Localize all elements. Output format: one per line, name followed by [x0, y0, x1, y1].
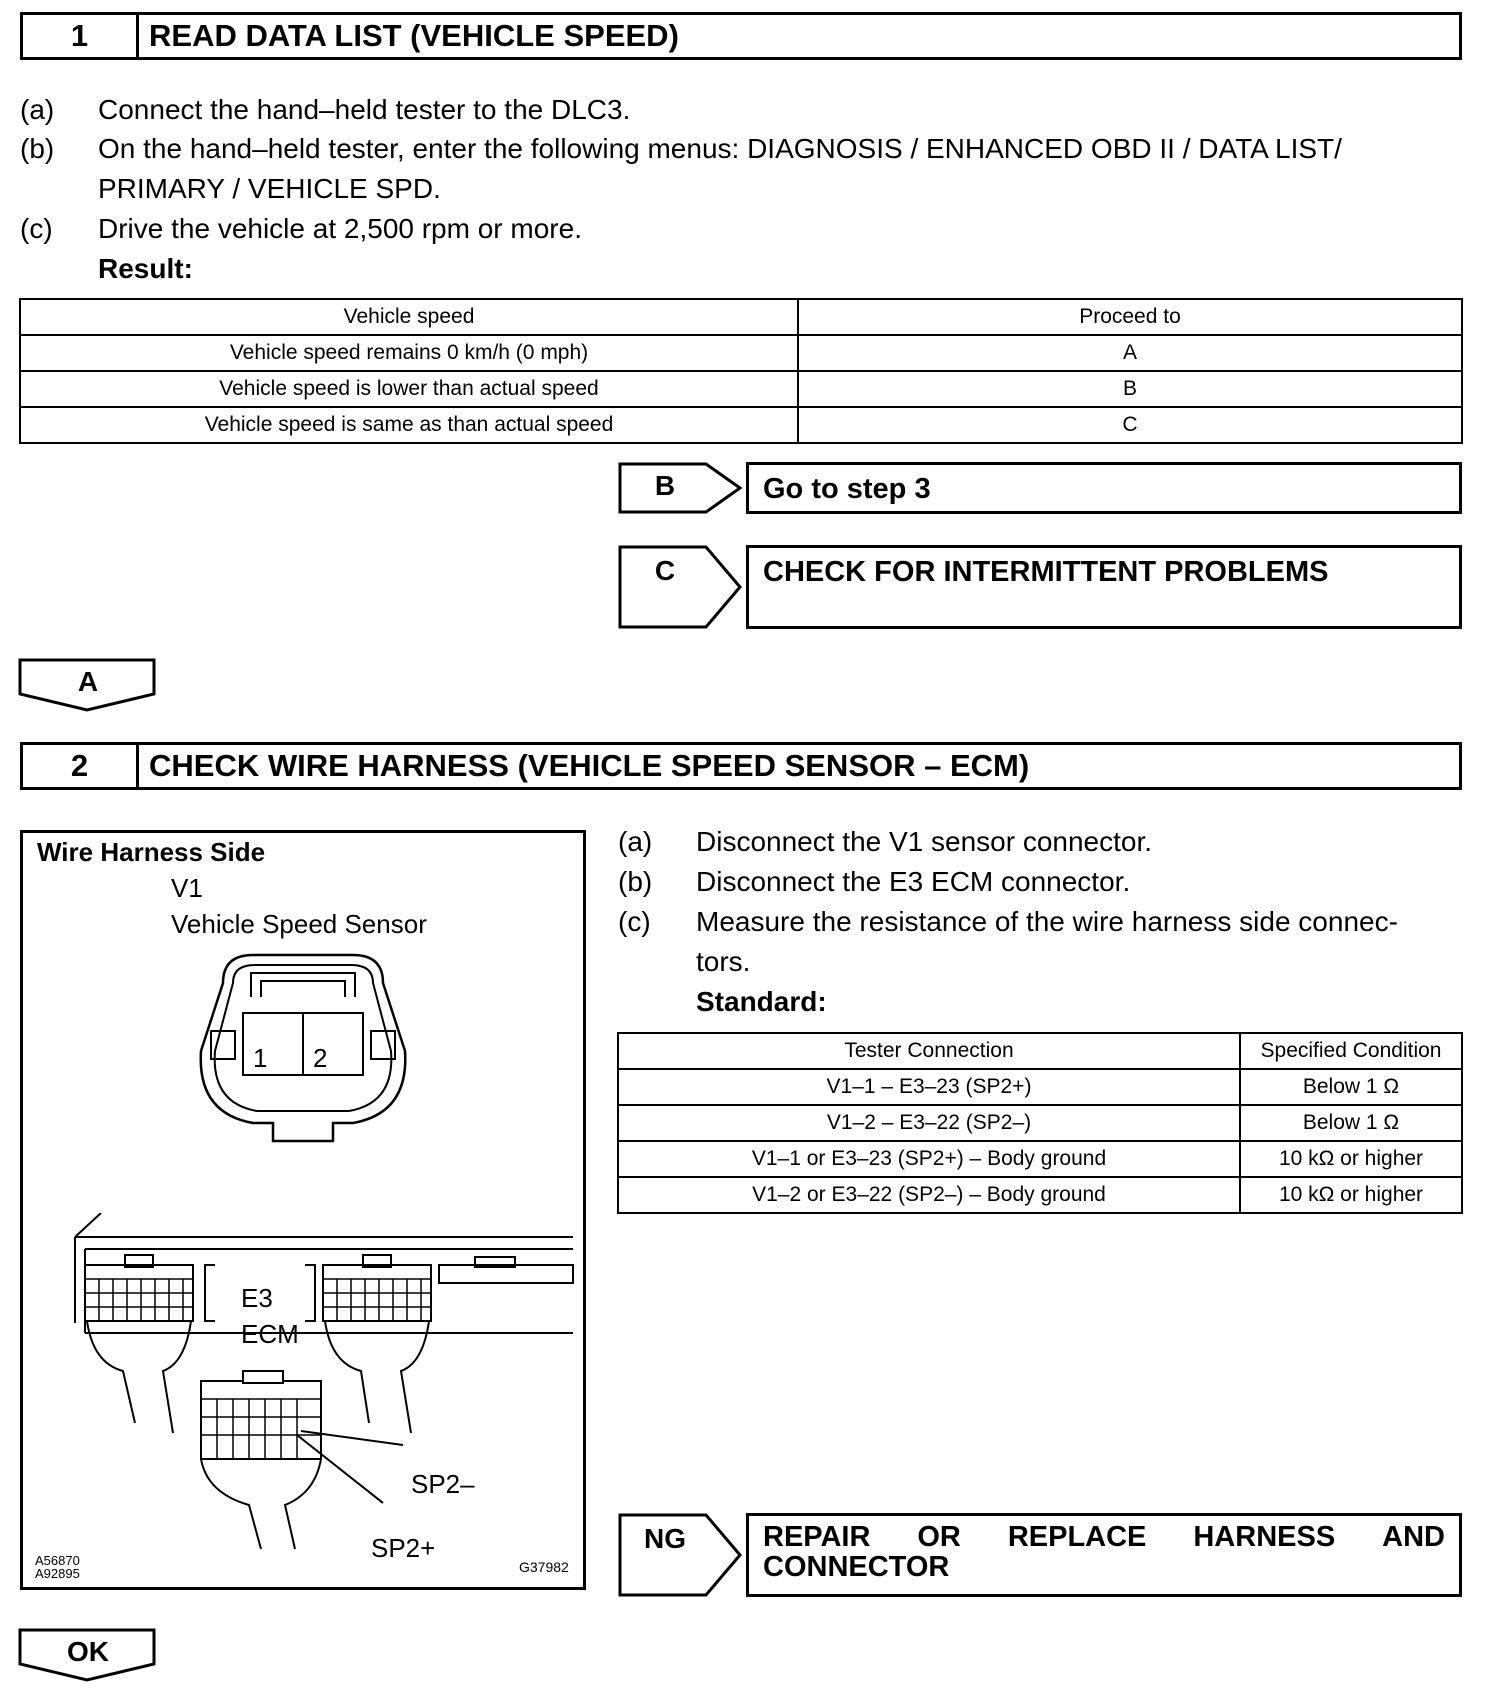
step-number: 2	[23, 745, 139, 787]
ecm-connector-drawing	[73, 1213, 583, 1553]
table-row	[20, 335, 1462, 371]
branch-code-ng: NG	[644, 1523, 686, 1554]
instruction-label: (a)	[20, 94, 55, 125]
table-cell: 10 kΩ or higher	[1240, 1141, 1462, 1177]
branch-action-word: AND	[1382, 1521, 1445, 1553]
branch-action-line-1	[763, 1522, 1445, 1552]
step-number: 1	[23, 15, 139, 57]
step-2-header	[20, 742, 1462, 790]
table-cell: C	[798, 407, 1462, 443]
branch-action-ng	[746, 1513, 1462, 1597]
instruction-text: Measure the resistance of the wire harness side connec-	[696, 906, 1398, 937]
sp2-plus-label: SP2+	[371, 1533, 436, 1563]
sp2-minus-label: SP2–	[411, 1469, 475, 1499]
table-row	[20, 407, 1462, 443]
figure-code-left-2: A92895	[35, 1566, 80, 1581]
pin-1-label: 1	[253, 1043, 268, 1073]
branch-action-word: REPAIR	[763, 1521, 871, 1553]
table-cell: A	[798, 335, 1462, 371]
table-cell: B	[798, 371, 1462, 407]
table-cell: V1–2 – E3–22 (SP2–)	[618, 1105, 1240, 1141]
instruction-text: Disconnect the V1 sensor connector.	[696, 826, 1153, 857]
table-row	[20, 371, 1462, 407]
table-cell: 10 kΩ or higher	[1240, 1177, 1462, 1213]
step-1-header	[20, 12, 1462, 60]
table-row	[618, 1141, 1462, 1177]
instruction-text: Disconnect the E3 ECM connector.	[696, 866, 1131, 897]
table-cell: Vehicle speed is lower than actual speed	[20, 371, 798, 407]
table-cell: Vehicle speed is same as than actual speed	[20, 407, 798, 443]
continue-code-ok: OK	[67, 1636, 109, 1667]
table-cell: Vehicle speed remains 0 km/h (0 mph)	[20, 335, 798, 371]
table-row	[618, 1105, 1462, 1141]
step-title: READ DATA LIST (VEHICLE SPEED)	[149, 18, 679, 53]
instruction-c-continued: tors.	[696, 946, 751, 977]
connector-e3-id: E3	[241, 1283, 273, 1313]
instruction-text: On the hand–held tester, enter the following menus: DIAGNOSIS / ENHANCED OBD II / DATA LIST/	[98, 133, 1342, 164]
table-header-cell: Specified Condition	[1240, 1033, 1462, 1069]
table-header-cell: Proceed to	[798, 299, 1462, 335]
step-title: CHECK WIRE HARNESS (VEHICLE SPEED SENSOR – ECM)	[149, 748, 1030, 783]
branch-action-word: REPLACE	[1007, 1521, 1147, 1553]
table-header-cell: Vehicle speed	[20, 299, 798, 335]
result-label: Result:	[98, 253, 193, 284]
branch-action-word: OR	[917, 1521, 961, 1553]
figure-code-right: G37982	[519, 1559, 569, 1575]
table-header-row	[20, 299, 1462, 335]
standard-label: Standard:	[696, 986, 827, 1017]
instruction-label: (b)	[20, 133, 55, 164]
instruction-label: (c)	[20, 213, 53, 244]
table-header-row	[618, 1033, 1462, 1069]
branch-code-b: B	[654, 470, 676, 501]
table-cell: Below 1 Ω	[1240, 1069, 1462, 1105]
branch-action-line-2: CONNECTOR	[763, 1551, 950, 1583]
connector-e3-name: ECM	[241, 1319, 299, 1349]
standard-table	[617, 1032, 1463, 1214]
vehicle-speed-sensor-connector-drawing	[183, 943, 423, 1153]
branch-action-text: CHECK FOR INTERMITTENT PROBLEMS	[763, 556, 1329, 588]
figure-heading: Wire Harness Side	[37, 837, 266, 867]
table-cell: Below 1 Ω	[1240, 1105, 1462, 1141]
table-row	[618, 1069, 1462, 1105]
table-cell: V1–1 – E3–23 (SP2+)	[618, 1069, 1240, 1105]
instruction-label: (a)	[618, 826, 653, 857]
pin-2-label: 2	[313, 1043, 328, 1073]
table-header-cell: Tester Connection	[618, 1033, 1240, 1069]
instruction-label: (c)	[618, 906, 651, 937]
branch-code-c: C	[654, 555, 676, 586]
branch-action-c	[746, 545, 1462, 629]
table-cell: V1–2 or E3–22 (SP2–) – Body ground	[618, 1177, 1240, 1213]
continue-code-a: A	[77, 666, 99, 697]
instruction-text: Connect the hand–held tester to the DLC3.	[98, 94, 631, 125]
connector-v1-id: V1	[171, 873, 203, 903]
wire-harness-figure	[20, 830, 586, 1590]
branch-action-b	[746, 462, 1462, 514]
instruction-b-continued: PRIMARY / VEHICLE SPD.	[98, 173, 441, 204]
branch-action-text: Go to step 3	[763, 473, 931, 505]
instruction-label: (b)	[618, 866, 653, 897]
result-table	[19, 298, 1463, 444]
instruction-text: Drive the vehicle at 2,500 rpm or more.	[98, 213, 582, 244]
branch-action-word: HARNESS	[1193, 1521, 1336, 1553]
figure-code-left-1: A56870	[35, 1553, 80, 1568]
table-cell: V1–1 or E3–23 (SP2+) – Body ground	[618, 1141, 1240, 1177]
table-row	[618, 1177, 1462, 1213]
connector-v1-name: Vehicle Speed Sensor	[171, 909, 427, 939]
